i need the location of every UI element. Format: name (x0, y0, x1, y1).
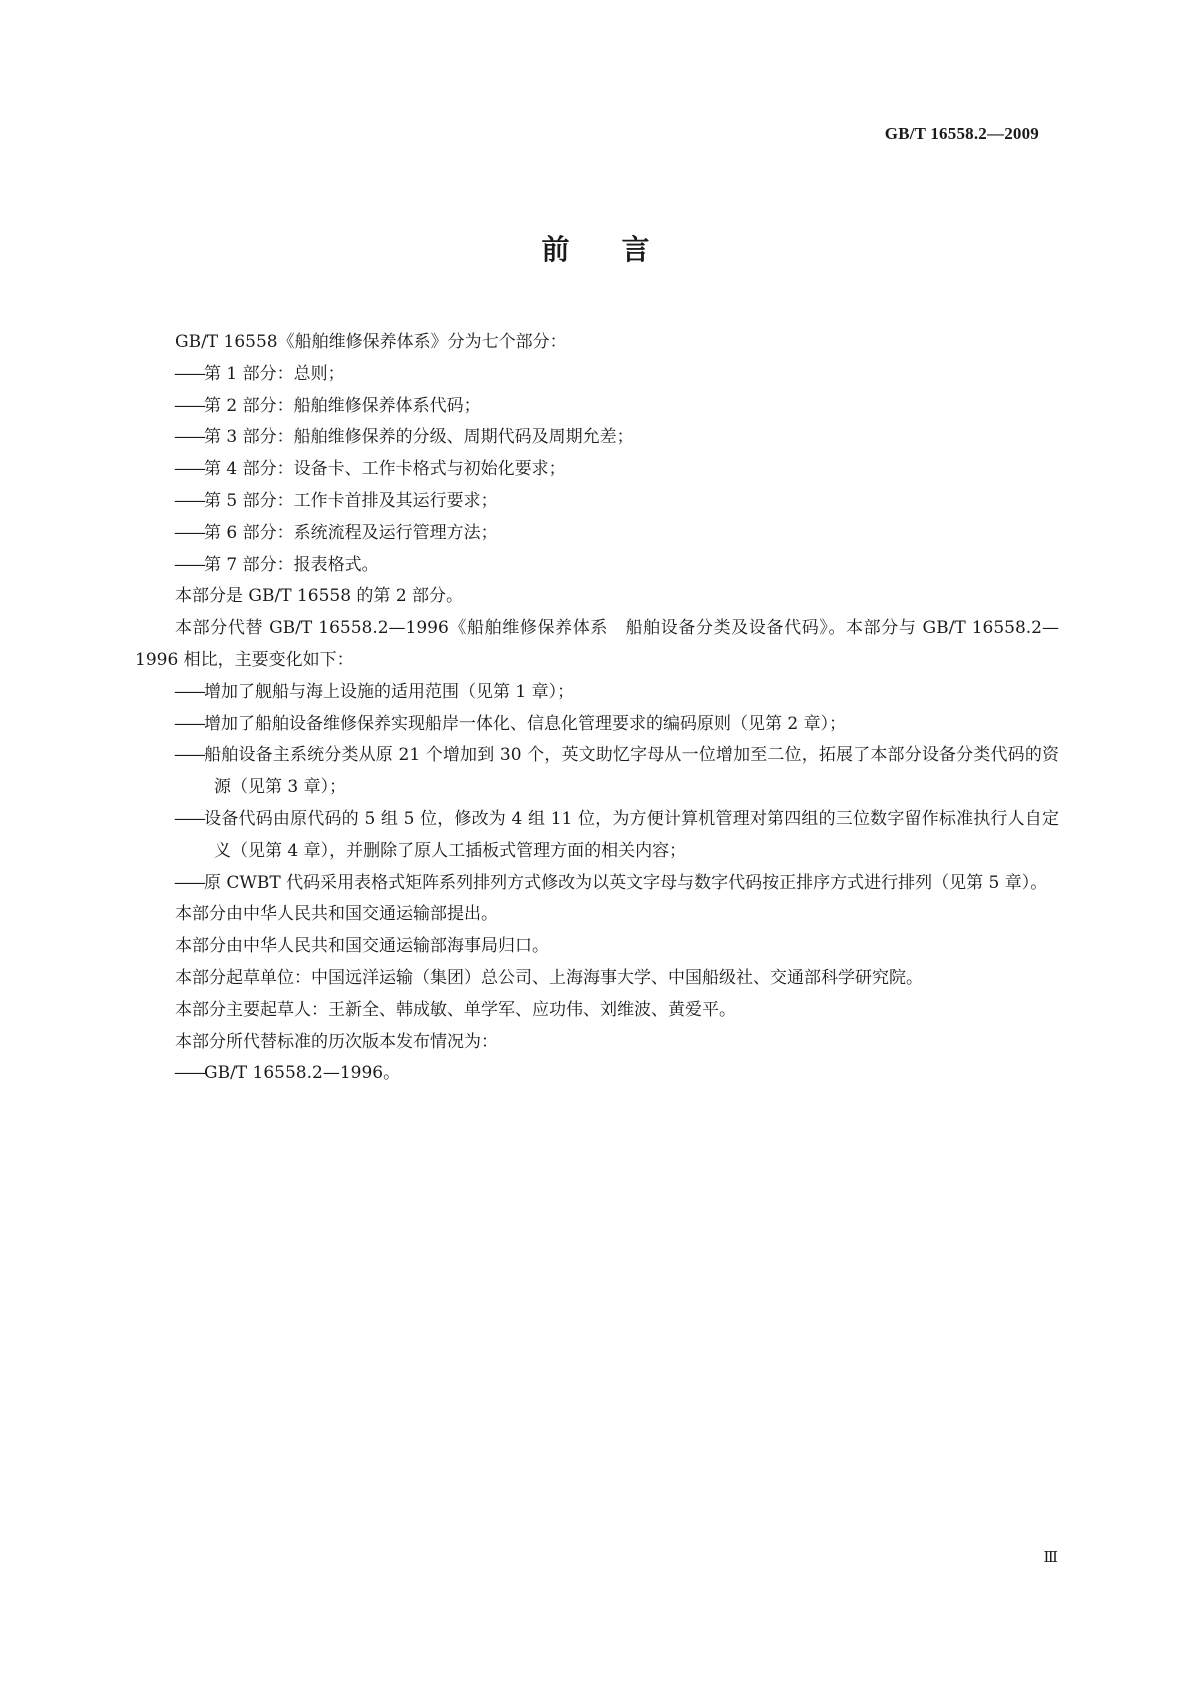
list-item-text: 增加了船舶设备维修保养实现船岸一体化、信息化管理要求的编码原则（见第 2 章）； (204, 713, 847, 734)
list-item-text: GB/T 16558.2—1996。 (204, 1063, 401, 1084)
list-item-history-1 (135, 1058, 1059, 1090)
list-item-text: 增加了舰船与海上设施的适用范围（见第 1 章）； (204, 681, 575, 702)
list-item-part-5 (135, 486, 1059, 518)
list-item-change-5 (135, 868, 1059, 900)
dash-marker: —— (174, 808, 204, 829)
dash-marker: —— (174, 490, 204, 511)
dash-marker: —— (174, 395, 204, 416)
dash-marker: —— (174, 459, 204, 480)
list-item-text: 船舶设备主系统分类从原 21 个增加到 30 个，英文助忆字母从一位增加至二位，拓展了本部分设备分类代码的资源（见第 3 章）； (204, 745, 1059, 798)
list-item-part-2 (135, 391, 1059, 423)
list-item-text: 第 4 部分：设备卡、工作卡格式与初始化要求； (204, 459, 566, 480)
document-body (135, 327, 1059, 1090)
list-item-text: 第 7 部分：报表格式。 (204, 554, 379, 575)
dash-marker: —— (174, 522, 204, 543)
list-item-text: 第 6 部分：系统流程及运行管理方法； (204, 522, 498, 543)
page-title: 前言 (541, 233, 702, 266)
list-item-part-1 (135, 359, 1059, 391)
dash-marker: —— (174, 872, 204, 893)
list-item-change-3 (135, 740, 1059, 804)
centralized-by-paragraph: 本部分由中华人民共和国交通运输部海事局归口。 (175, 936, 549, 957)
list-item-text: 第 2 部分：船舶维修保养体系代码； (204, 395, 481, 416)
dash-marker: —— (174, 427, 204, 448)
dash-marker: —— (174, 681, 204, 702)
list-item-part-3 (135, 422, 1059, 454)
list-item-change-2 (135, 709, 1059, 741)
list-item-text: 设备代码由原代码的 5 组 5 位，修改为 4 组 11 位，为方便计算机管理对第四组的三位数字留作标准执行人自定义（见第 4 章），并删除了原人工插板式管理方面的相关内容； (204, 808, 1059, 861)
this-part-paragraph: 本部分是 GB/T 16558 的第 2 部分。 (175, 586, 464, 607)
list-item-text: 第 3 部分：船舶维修保养的分级、周期代码及周期允差； (204, 427, 634, 448)
list-item-part-7 (135, 550, 1059, 582)
page-number: Ⅲ (1043, 1550, 1058, 1566)
drafting-units-paragraph: 本部分起草单位：中国远洋运输（集团）总公司、上海海事大学、中国船级社、交通部科学研究院。 (175, 967, 923, 988)
list-item-part-4 (135, 454, 1059, 486)
dash-marker: —— (174, 745, 204, 766)
history-intro-paragraph: 本部分所代替标准的历次版本发布情况为： (175, 1031, 498, 1052)
dash-marker: —— (174, 713, 204, 734)
drafters-paragraph: 本部分主要起草人：王新全、韩成敏、单学军、应功伟、刘维波、黄爱平。 (175, 999, 736, 1020)
list-item-change-1 (135, 677, 1059, 709)
standard-code: GB/T 16558.2—2009 (884, 124, 1039, 143)
replaces-paragraph: 本部分代替 GB/T 16558.2—1996《船舶维修保养体系 船舶设备分类及设备代码》。本部分与 GB/T 16558.2—1996 相比，主要变化如下： (135, 618, 1059, 670)
dash-marker: —— (174, 363, 204, 384)
list-item-change-4 (135, 804, 1059, 868)
proposed-by-paragraph: 本部分由中华人民共和国交通运输部提出。 (175, 904, 498, 925)
dash-marker: —— (174, 554, 204, 575)
dash-marker: —— (174, 1063, 204, 1084)
list-item-text: 第 1 部分：总则； (204, 363, 345, 384)
intro-paragraph: GB/T 16558《船舶维修保养体系》分为七个部分： (175, 332, 567, 352)
list-item-text: 原 CWBT 代码采用表格式矩阵系列排列方式修改为以英文字母与数字代码按正排序方式进行排列（见第 5 章）。 (204, 872, 1048, 893)
list-item-text: 第 5 部分：工作卡首排及其运行要求； (204, 490, 498, 511)
list-item-part-6 (135, 518, 1059, 550)
